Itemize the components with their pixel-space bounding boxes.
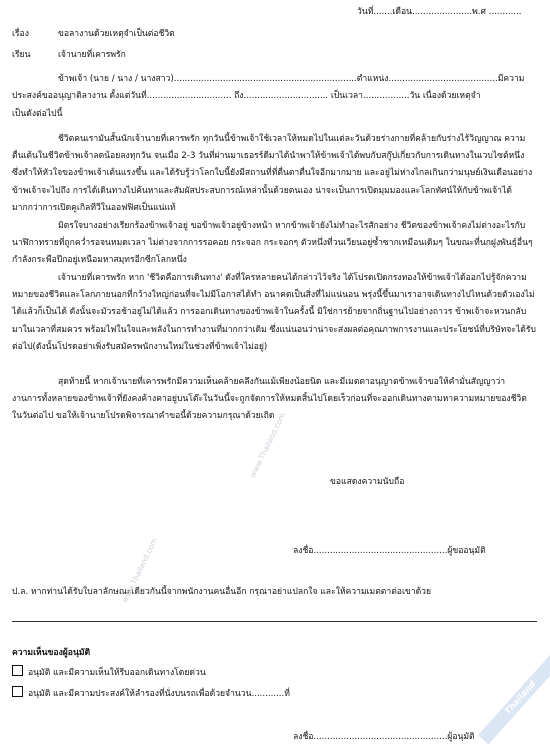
body-paragraph-4: สุดท้ายนี้ หากเจ้านายที่เคารพรักมีความเห็นคล้ายคลึงกันแม้เพียงน้อยนิด และมีเมตตาอนุญาตข้าพเจ้าขอให้คำมั่นสัญญาว่า งานการทั้งหลายของข้าพเจ้าที่ยังคงค้างคาอยู่บนโต๊ะในวันนี้จะถูกจัดการให้หมดสิ้นไปโดยเร็วก่อนที่จะออกเดินทางตามหาความหมายของชีวิตในวันต่อไป ขอให้เจ้านายโปรดพิจารณาคำขอนี้ด้วยความกรุณาด้วยเถิด	[12, 377, 527, 422]
approval-heading: ความเห็นของผู้อนุมัติ	[12, 648, 91, 658]
intro-line-2: ประสงค์ขออนุญาติลางาน ตั้งแต่วันที่............................... ถึง............................... เป็นเวลา.................วัน เนื่องด้วยเหตุจำ	[12, 91, 481, 101]
approval-option-1	[12, 665, 206, 679]
approval-option-2-label: อนุมัติ และมีความประสงค์ให้ลำรองที่นั่งบนรถเพื่อด้วยจำนวน............ที่	[28, 689, 290, 699]
section-divider	[12, 621, 537, 622]
recipient-label: เรียน	[12, 50, 31, 60]
subject-label: เรื่อง	[12, 29, 29, 39]
intro-line-3: เป็นดังต่อไปนี้	[12, 109, 63, 119]
approval-option-2	[12, 686, 290, 700]
watermark-center: www.Thailand.com	[248, 411, 288, 479]
body-paragraph-2: มิตรใจบางอย่างเรียกร้องข้าพเจ้าอยู่ ขอข้าพเจ้าอยู่ข้างหน้า หากข้าพเจ้ายังไม่ทำอะไรสักอย่าง ชีวิตของข้าพเจ้าคงไม่ต่างอะไรกับนาฬิกาทรายที่ถูกคว่ำรอจนหมดเวลา ไม่ต่างจากการรอคอย กระจอก กระจอกๆ ตัวหนึ่งที่วนเวียนอยู่ซ้ำซากเหมือนเดิมๆ ในขณะที่นกฝูงพันธุ์อื่นๆ กำลังกระพือปีกอยู่เหนือมหาสมุทรอีกซีกโลกหนึ่ง	[12, 221, 533, 266]
postscript: ป.ล. หากท่านได้รับใบลาลักษณะเดียวกันนี้จากพนักงานคนอื่นอีก กรุณาอย่าแปลกใจ และให้ความเมตตาต่อเขาด้วย	[12, 587, 432, 597]
date-line: วันที่.......เดือน......................พ.ศ ............	[357, 7, 522, 17]
body-paragraph-3: เจ้านายที่เคารพรัก หาก 'ชีวิตคือการเดินทาง' ดังที่ใครหลายคนได้กล่าวไว้จริง ได้โปรดเปิดกรงทองให้ข้าพเจ้าได้ออกไปรู้จักความหมายของชีวิตและโลกภายนอกที่กว้างใหญ่ก่อนที่จะไม่มีโอกาสได้ทำ อนาคตเป็นสิ่งที่ไม่แน่นอน พรุ่งนี้ขึ้นมาเราอาจเดินทางไปไหนด้วยตัวเองไม่ได้แล้วก็เป็นได้ ดังนั้นจะมัวรอช้าอยู่ไม่ได้แล้ว การออกเดินทางของข้าพเจ้าในครั้งนี้ มิใช่การย้ายจากถิ่นฐานไปอย่างถาวร ข้าพเจ้าจะหวนกลับมาในเวลาที่สมควร พร้อมไฟในใจและพลังในการทำงานที่มากกว่าเดิม ซึ่งแน่นอนว่าน่าจะส่งผลต่อคุณภาพการงานและประโยชน์ที่บริษัทจะได้รับต่อไป(ดังนั้นโปรดอย่าเพิ่งรับสมัครพนักงานใหม่ในช่วงที่ข้าพเจ้าไม่อยู่)	[12, 273, 536, 352]
approval-checkbox-2[interactable]	[12, 686, 23, 697]
body-paragraph-1: ชีวิตคนเรามันสั้นนักเจ้านายที่เคารพรัก ทุกวันนี้ข้าพเจ้าใช้เวลาให้หมดไปในแต่ละวันด้วยร่างกายที่คล้ายกับร่างไร้วิญญาณ ความตื่นเต้นในชีวิตข้าพเจ้าลดน้อยลงทุกวัน จนเมื่อ 2-3 วันที่ผ่านมาเธอรร์ดีมาได้นำพาให้ข้าพเจ้าได้พบกับสกู๊ปเกี่ยวกับการเดินทางในเวบไซต์หนึ่ง ซึ่งทำให้หัวใจของข้าพเจ้าเต้นแรงขึ้น และได้รับรู้ว่าโลกใบนี้ยังมีสถานที่ที่ตื่นตาตื่นใจอีกมากมาย และอยู่ไม่ห่างไกลเกินกว่ามนุษย์เงินเดือนอย่างข้าพเจ้าจะไปถึง การได้เดินทางไปค้นหาและสัมผัสประสบการณ์เหล่านั้นด้วยตนเอง น่าจะเป็นการเปิดมุมมองและโลกทัศน์ให้กับข้าพเจ้าได้มากกว่าการเปิดคูเกิลทีวีในออฟฟิศเป็นแน่แท้	[12, 134, 533, 213]
intro-line-1: ข้าพเจ้า (นาย / นาง / นางสาว)...................................................................ตำแหน่ง........................................มีความ	[58, 74, 525, 84]
closing-regards: ขอแสดงความนับถือ	[330, 477, 405, 487]
approval-checkbox-1[interactable]	[12, 665, 23, 676]
recipient-text: เจ้านายที่เคารพรัก	[58, 50, 126, 60]
approval-option-1-label: อนุมัติ และมีความเห็นให้รีบออกเดินทางโดยด่วน	[28, 668, 206, 678]
brand-ribbon: Thailand	[478, 652, 550, 745]
requester-signature-line: ลงชื่อ.................................................ผู้ขออนุมัติ	[293, 546, 486, 556]
approver-signature-line: ลงชื่อ.................................................ผู้อนุมัติ	[293, 732, 475, 742]
subject-text: ขอลางานด้วยเหตุจำเป็นต่อชีวิต	[58, 29, 175, 39]
watermark-left: www.Thailand.com	[120, 536, 160, 604]
